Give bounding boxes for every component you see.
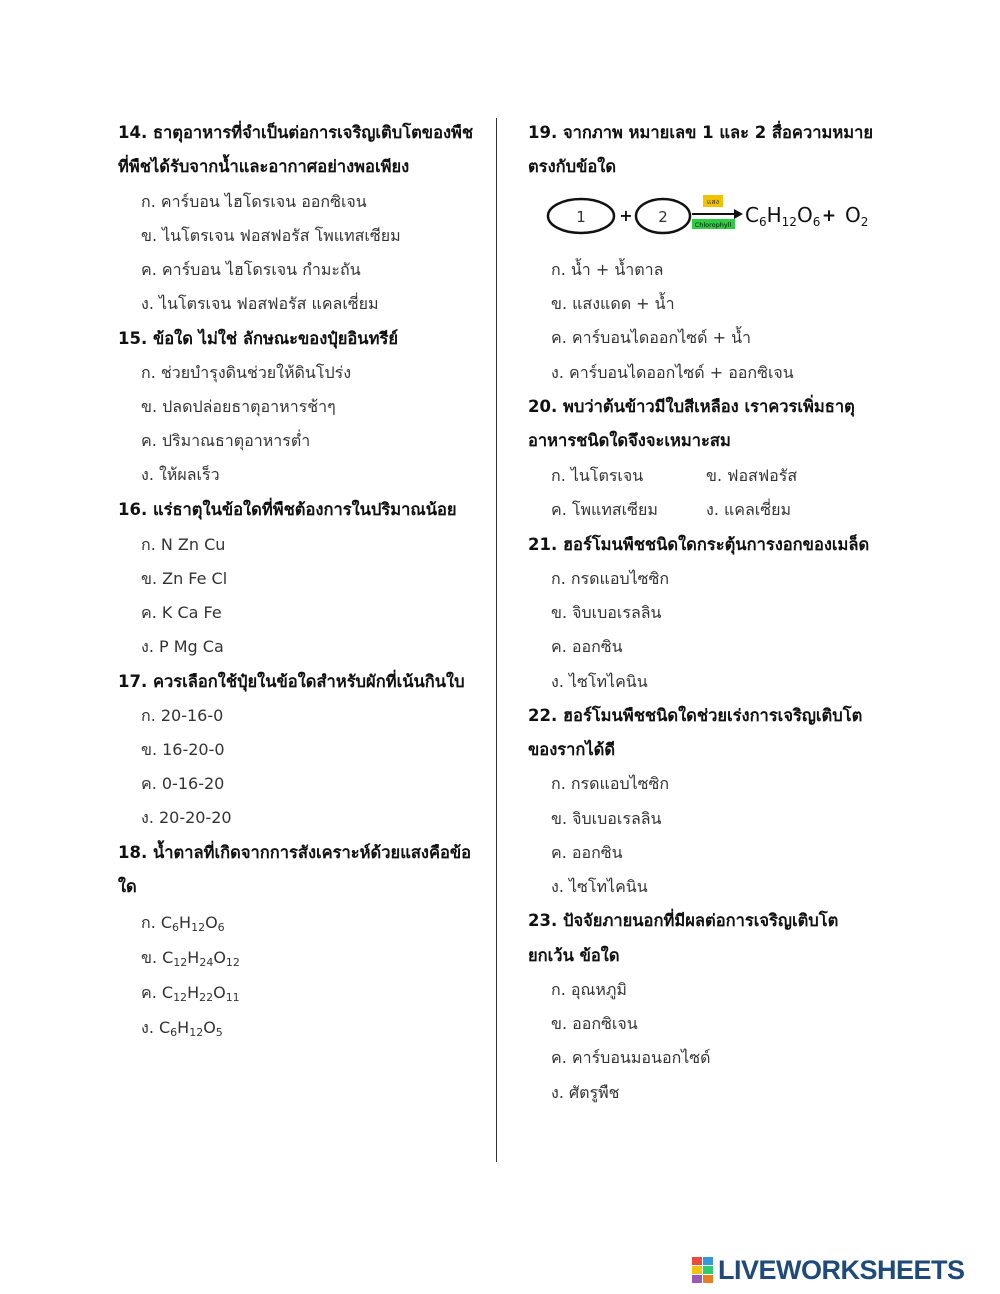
logo-text: LIVEWORKSHEETS [718, 1255, 965, 1285]
q16-option-a[interactable]: ก. N Zn Cu [141, 535, 226, 554]
formula-o: O [213, 948, 226, 967]
q23-option-b[interactable]: ข. ออกซิเจน [551, 1014, 638, 1033]
q22-option-a[interactable]: ก. กรดแอบไซซิก [551, 774, 670, 793]
q20-option-d[interactable]: ง. แคลเซี่ยม [706, 500, 792, 519]
q20-option-b[interactable]: ข. ฟอสฟอรัส [706, 466, 798, 485]
question-20-text-line2: อาหารชนิดใดจึงจะเหมาะสม [528, 431, 731, 450]
q14-option-a[interactable]: ก. คาร์บอน ไฮโดรเจน ออกซิเจน [141, 192, 367, 211]
formula-h-count: 24 [199, 956, 214, 969]
glucose-formula [745, 203, 820, 229]
circle-2-label: 2 [658, 208, 668, 226]
question-23-text-line1: 23. ปัจจัยภายนอกที่มีผลต่อการเจริญเติบโต [528, 911, 839, 930]
q23-option-a[interactable]: ก. อุณหภูมิ [551, 980, 627, 999]
q21-option-b[interactable]: ข. จิบเบอเรลลิน [551, 603, 662, 622]
q19-option-a[interactable]: ก. น้ำ + น้ำตาล [551, 260, 664, 279]
question-18-text-line1: 18. น้ำตาลที่เกิดจากการสังเคราะห์ด้วยแสงคือข้อ [118, 843, 472, 862]
formula-c: C [160, 913, 173, 932]
chlorophyll-label: Chlorophyll [694, 221, 732, 229]
formula-o: O [203, 1018, 216, 1037]
q18-option-a[interactable] [141, 906, 225, 940]
formula-o-count: 5 [215, 1026, 223, 1039]
formula-h: H [187, 948, 200, 967]
q21-option-c[interactable]: ค. ออกซิน [551, 637, 623, 656]
formula-h-count: 12 [189, 1026, 204, 1039]
q17-option-d[interactable]: ง. 20-20-20 [141, 808, 232, 827]
question-19-text-line2: ตรงกับข้อใด [528, 157, 617, 176]
formula-o: O [213, 983, 226, 1002]
liveworksheets-logo[interactable] [692, 1254, 992, 1286]
q23-option-c[interactable]: ค. คาร์บอนมอนอกไซด์ [551, 1048, 711, 1067]
formula-o-count: 6 [217, 921, 225, 934]
option-prefix: ก. [141, 913, 156, 932]
question-19-text-line1: 19. จากภาพ หมายเลข 1 และ 2 สื่อความหมาย [528, 123, 874, 142]
formula-c-count: 12 [173, 956, 188, 969]
formula-o: O [205, 913, 218, 932]
glucose-h-count: 12 [781, 215, 797, 229]
q14-option-c[interactable]: ค. คาร์บอน ไฮโดรเจน กำมะถัน [141, 260, 361, 279]
question-20-text-line1: 20. พบว่าต้นข้าวมีใบสีเหลือง เราควรเพิ่มธาตุ [528, 397, 855, 416]
glucose-h: H [766, 203, 782, 227]
formula-c: C [161, 983, 174, 1002]
oxygen-formula [845, 203, 868, 229]
q18-option-b[interactable] [141, 941, 240, 975]
q17-option-a[interactable]: ก. 20-16-0 [141, 706, 224, 725]
formula-h-count: 12 [191, 921, 206, 934]
q21-option-a[interactable]: ก. กรดแอบไซซิก [551, 569, 670, 588]
q22-option-d[interactable]: ง. ไซโทไคนิน [551, 877, 648, 896]
q22-option-b[interactable]: ข. จิบเบอเรลลิน [551, 809, 662, 828]
arrow-head-icon [734, 209, 743, 219]
q22-option-c[interactable]: ค. ออกซิน [551, 843, 623, 862]
q20-option-a[interactable]: ก. ไนโตรเจน [551, 466, 644, 485]
q16-option-b[interactable]: ข. Zn Fe Cl [141, 569, 228, 588]
oxygen-count: 2 [860, 215, 869, 229]
formula-h: H [179, 913, 192, 932]
formula-h-count: 22 [199, 991, 214, 1004]
formula-o-count: 12 [225, 956, 240, 969]
formula-c: C [159, 1018, 171, 1037]
q23-option-d[interactable]: ง. ศัตรูพืช [551, 1083, 620, 1102]
liveworksheets-blocks-icon [692, 1257, 714, 1283]
option-prefix: ค. [141, 983, 157, 1002]
formula-c-count: 12 [173, 991, 188, 1004]
q18-option-d[interactable] [141, 1011, 223, 1045]
q21-option-d[interactable]: ง. ไซโทไคนิน [551, 672, 648, 691]
formula-h: H [187, 983, 200, 1002]
formula-c-count: 6 [170, 1026, 178, 1039]
option-prefix: ง. [141, 1018, 154, 1037]
plus-sign: + [619, 206, 633, 225]
question-22-text-line2: ของรากได้ดี [528, 740, 616, 759]
formula-c-count: 6 [172, 921, 180, 934]
question-14-text-line1: 14. ธาตุอาหารที่จำเป็นต่อการเจริญเติบโตของพืช [118, 123, 474, 142]
q20-option-c[interactable]: ค. โพแทสเซียม [551, 500, 658, 519]
formula-o-count: 11 [225, 991, 240, 1004]
question-15-text: 15. ข้อใด ไม่ใช่ ลักษณะของปุ๋ยอินทรีย์ [118, 329, 398, 348]
q17-option-b[interactable]: ข. 16-20-0 [141, 740, 225, 759]
q14-option-b[interactable]: ข. ไนโตรเจน ฟอสฟอรัส โพแทสเซียม [141, 226, 401, 245]
question-23-text-line2: ยกเว้น ข้อใด [528, 946, 620, 965]
q15-option-c[interactable]: ค. ปริมาณธาตุอาหารต่ำ [141, 431, 311, 450]
column-divider [496, 118, 497, 1162]
q15-option-a[interactable]: ก. ช่วยบำรุงดินช่วยให้ดินโปร่ง [141, 363, 352, 382]
photosynthesis-diagram [540, 188, 880, 246]
q17-option-c[interactable]: ค. 0-16-20 [141, 774, 225, 793]
q18-option-c[interactable] [141, 976, 240, 1010]
plus-sign-2: + [821, 206, 837, 226]
q19-option-b[interactable]: ข. แสงแดด + น้ำ [551, 294, 675, 313]
oxygen-o: O [845, 203, 861, 227]
q15-option-d[interactable]: ง. ให้ผลเร็ว [141, 465, 220, 484]
q15-option-b[interactable]: ข. ปลดปล่อยธาตุอาหารช้าๆ [141, 397, 336, 416]
question-18-text-line2: ใด [118, 877, 137, 896]
question-22-text-line1: 22. ฮอร์โมนพืชชนิดใดช่วยเร่งการเจริญเติบโต [528, 706, 863, 725]
q19-option-d[interactable]: ง. คาร์บอนไดออกไซด์ + ออกซิเจน [551, 363, 794, 382]
light-label: แสง [706, 198, 720, 206]
glucose-c-count: 6 [758, 215, 767, 229]
q16-option-c[interactable]: ค. K Ca Fe [141, 603, 222, 622]
circle-1-label: 1 [576, 208, 586, 226]
question-14-text-line2: ที่พืชได้รับจากน้ำและอากาศอย่างพอเพียง [118, 157, 410, 176]
q16-option-d[interactable]: ง. P Mg Ca [141, 637, 224, 656]
q19-option-c[interactable]: ค. คาร์บอนไดออกไซด์ + น้ำ [551, 328, 751, 347]
option-prefix: ข. [141, 948, 158, 967]
glucose-o-count: 6 [812, 215, 821, 229]
question-16-text: 16. แร่ธาตุในข้อใดที่พืชต้องการในปริมาณน้อย [118, 500, 457, 519]
q14-option-d[interactable]: ง. ไนโตรเจน ฟอสฟอรัส แคลเซี่ยม [141, 294, 379, 313]
question-17-text: 17. ควรเลือกใช้ปุ๋ยในข้อใดสำหรับผักที่เน้นกินใบ [118, 672, 465, 691]
question-21-text: 21. ฮอร์โมนพืชชนิดใดกระตุ้นการงอกของเมล็ด [528, 535, 870, 554]
formula-c: C [162, 948, 174, 967]
glucose-c: C [745, 203, 759, 227]
formula-h: H [177, 1018, 190, 1037]
glucose-o: O [796, 203, 813, 227]
